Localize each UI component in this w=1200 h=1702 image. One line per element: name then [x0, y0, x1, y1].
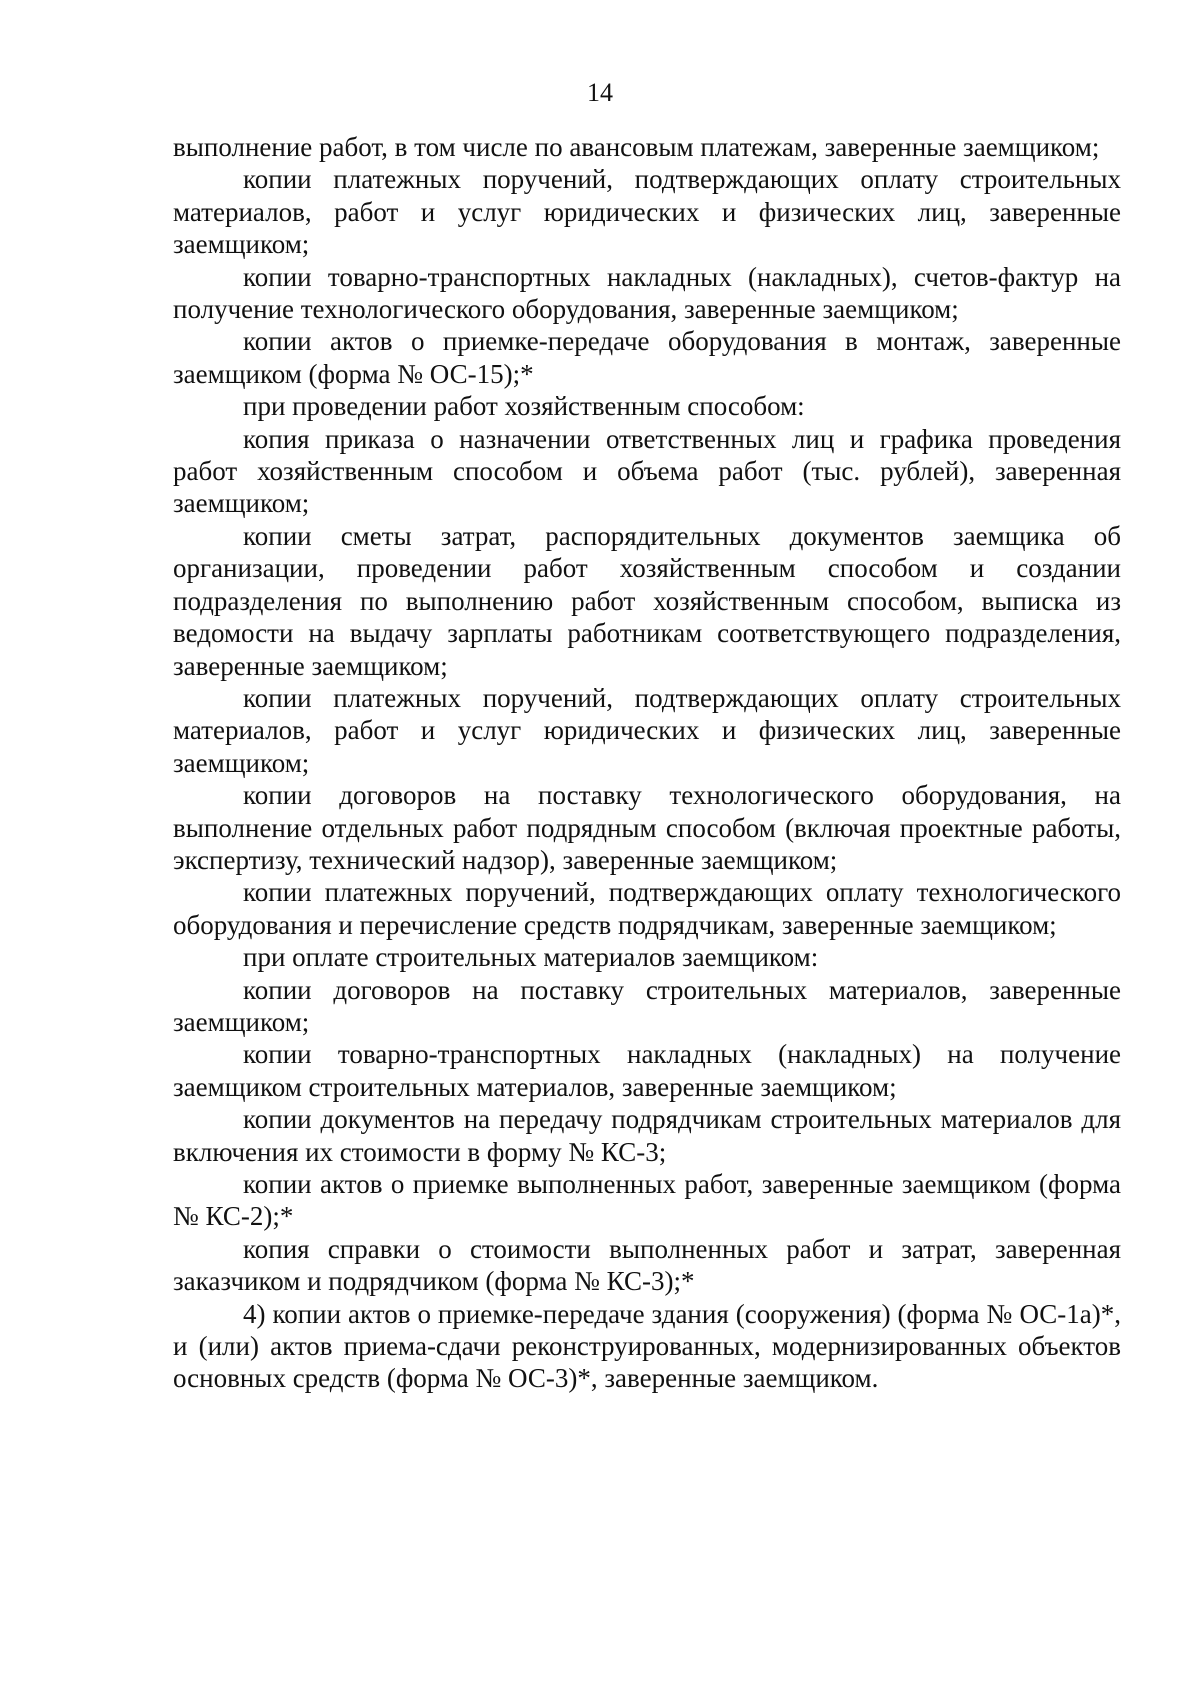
paragraph: копии договоров на поставку строительных материалов, заверенные заемщиком;	[173, 974, 1121, 1037]
paragraph: копии платежных поручений, подтверждающих оплату строительных материалов, работ и услуг юридических и физических лиц, заверенные заемщиком;	[173, 682, 1121, 778]
paragraph: выполнение работ, в том числе по авансовым платежам, заверенные заемщиком;	[173, 132, 1100, 162]
paragraph: копии актов о приемке выполненных работ, заверенные заемщиком (форма № КС-2);*	[173, 1169, 1121, 1232]
paragraph: копии договоров на поставку технологического оборудования, на выполнение отдельных работ подрядным способом (включая проектные работы, экспертизу, технический надзор), заверенные заемщиком;	[173, 780, 1121, 875]
paragraph: копии сметы затрат, распорядительных документов заемщика об организации, проведении работ хозяйственным способом и создании подразделения по выполнению работ хозяйственным способом, выписка из ведомости на выдачу зарплаты работникам соответствующего подразделения, заверенные заемщиком;	[173, 520, 1121, 681]
paragraph: 4) копии актов о приемке-передаче здания (сооружения) (форма № ОС-1а)*, и (или) актов приема-сдачи реконструированных, модернизированных объектов основных средств (форма № ОС-3)*, заверенные заемщиком.	[173, 1298, 1121, 1394]
paragraph: копии актов о приемке-передаче оборудования в монтаж, заверенные заемщиком (форма № ОС-15);*	[173, 326, 1121, 389]
paragraph: при оплате строительных материалов заемщиком:	[243, 942, 819, 973]
document-body	[173, 131, 1121, 1395]
paragraph: копии платежных поручений, подтверждающих оплату строительных материалов, работ и услуг юридических и физических лиц, заверенные заемщиком;	[173, 164, 1121, 260]
page-number: 14	[587, 78, 613, 107]
paragraph: копии товарно-транспортных накладных (накладных) на получение заемщиком строительных материалов, заверенные заемщиком;	[173, 1039, 1121, 1102]
paragraph: копия приказа о назначении ответственных лиц и графика проведения работ хозяйственным способом и объема работ (тыс. рублей), заверенная заемщиком;	[173, 423, 1121, 519]
paragraph: копии документов на передачу подрядчикам строительных материалов для включения их стоимости в форму № КС-3;	[173, 1104, 1121, 1167]
paragraph: копии платежных поручений, подтверждающих оплату технологического оборудования и перечисление средств подрядчикам, заверенные заемщиком;	[173, 877, 1121, 940]
paragraph: копия справки о стоимости выполненных работ и затрат, заверенная заказчиком и подрядчиком (форма № КС-3);*	[173, 1233, 1121, 1297]
paragraph: при проведении работ хозяйственным способом:	[243, 391, 805, 422]
paragraph: копии товарно-транспортных накладных (накладных), счетов-фактур на получение технологического оборудования, заверенные заемщиком;	[173, 261, 1121, 325]
